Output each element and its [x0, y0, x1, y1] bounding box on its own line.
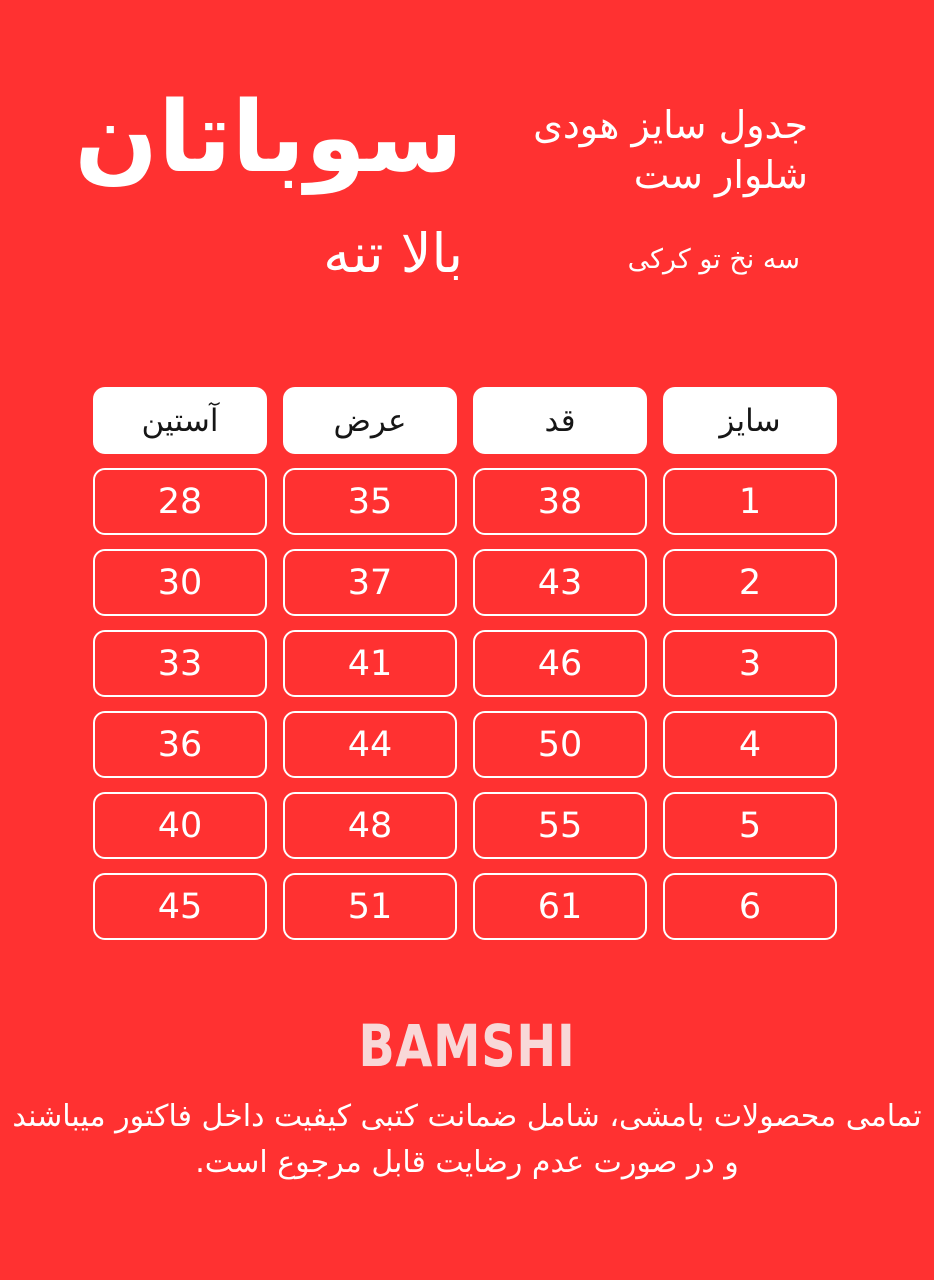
- brand-block: [74, 74, 463, 284]
- cell-sleeve: 30: [93, 549, 267, 616]
- cell-length: 43: [473, 549, 647, 616]
- footer-wordmark: BAMSHI: [358, 1012, 576, 1080]
- cell-sleeve: 40: [93, 792, 267, 859]
- cell-width: 51: [283, 873, 457, 940]
- cell-length: 38: [473, 468, 647, 535]
- column-header-sleeve: آستین: [93, 387, 267, 454]
- cell-sleeve: 33: [93, 630, 267, 697]
- cell-length: 61: [473, 873, 647, 940]
- cell-size: 6: [663, 873, 837, 940]
- cell-width: 44: [283, 711, 457, 778]
- column-header-length: قد: [473, 387, 647, 454]
- fabric-note: سه نخ تو کرکی: [627, 244, 800, 275]
- warranty-note: [0, 1094, 934, 1186]
- cell-width: 48: [283, 792, 457, 859]
- cell-length: 46: [473, 630, 647, 697]
- cell-width: 37: [283, 549, 457, 616]
- size-table: [93, 387, 837, 940]
- cell-size: 5: [663, 792, 837, 859]
- product-title-line2: شلوار ست: [633, 153, 808, 197]
- cell-width: 35: [283, 468, 457, 535]
- brand-title: سوباتان: [74, 81, 463, 195]
- cell-size: 1: [663, 468, 837, 535]
- cell-size: 4: [663, 711, 837, 778]
- cell-size: 2: [663, 549, 837, 616]
- product-title: [533, 100, 808, 200]
- brand-subtitle: بالا تنه: [323, 222, 463, 285]
- product-title-line1: جدول سایز هودی: [533, 103, 808, 147]
- cell-sleeve: 28: [93, 468, 267, 535]
- column-header-width: عرض: [283, 387, 457, 454]
- column-header-size: سایز: [663, 387, 837, 454]
- cell-length: 55: [473, 792, 647, 859]
- cell-width: 41: [283, 630, 457, 697]
- cell-length: 50: [473, 711, 647, 778]
- cell-sleeve: 45: [93, 873, 267, 940]
- cell-sleeve: 36: [93, 711, 267, 778]
- warranty-line2: و در صورت عدم رضایت قابل مرجوع است.: [195, 1145, 739, 1180]
- cell-size: 3: [663, 630, 837, 697]
- warranty-line1: تمامی محصولات بامشی، شامل ضمانت کتبی کیفیت داخل فاکتور میباشند: [12, 1099, 922, 1134]
